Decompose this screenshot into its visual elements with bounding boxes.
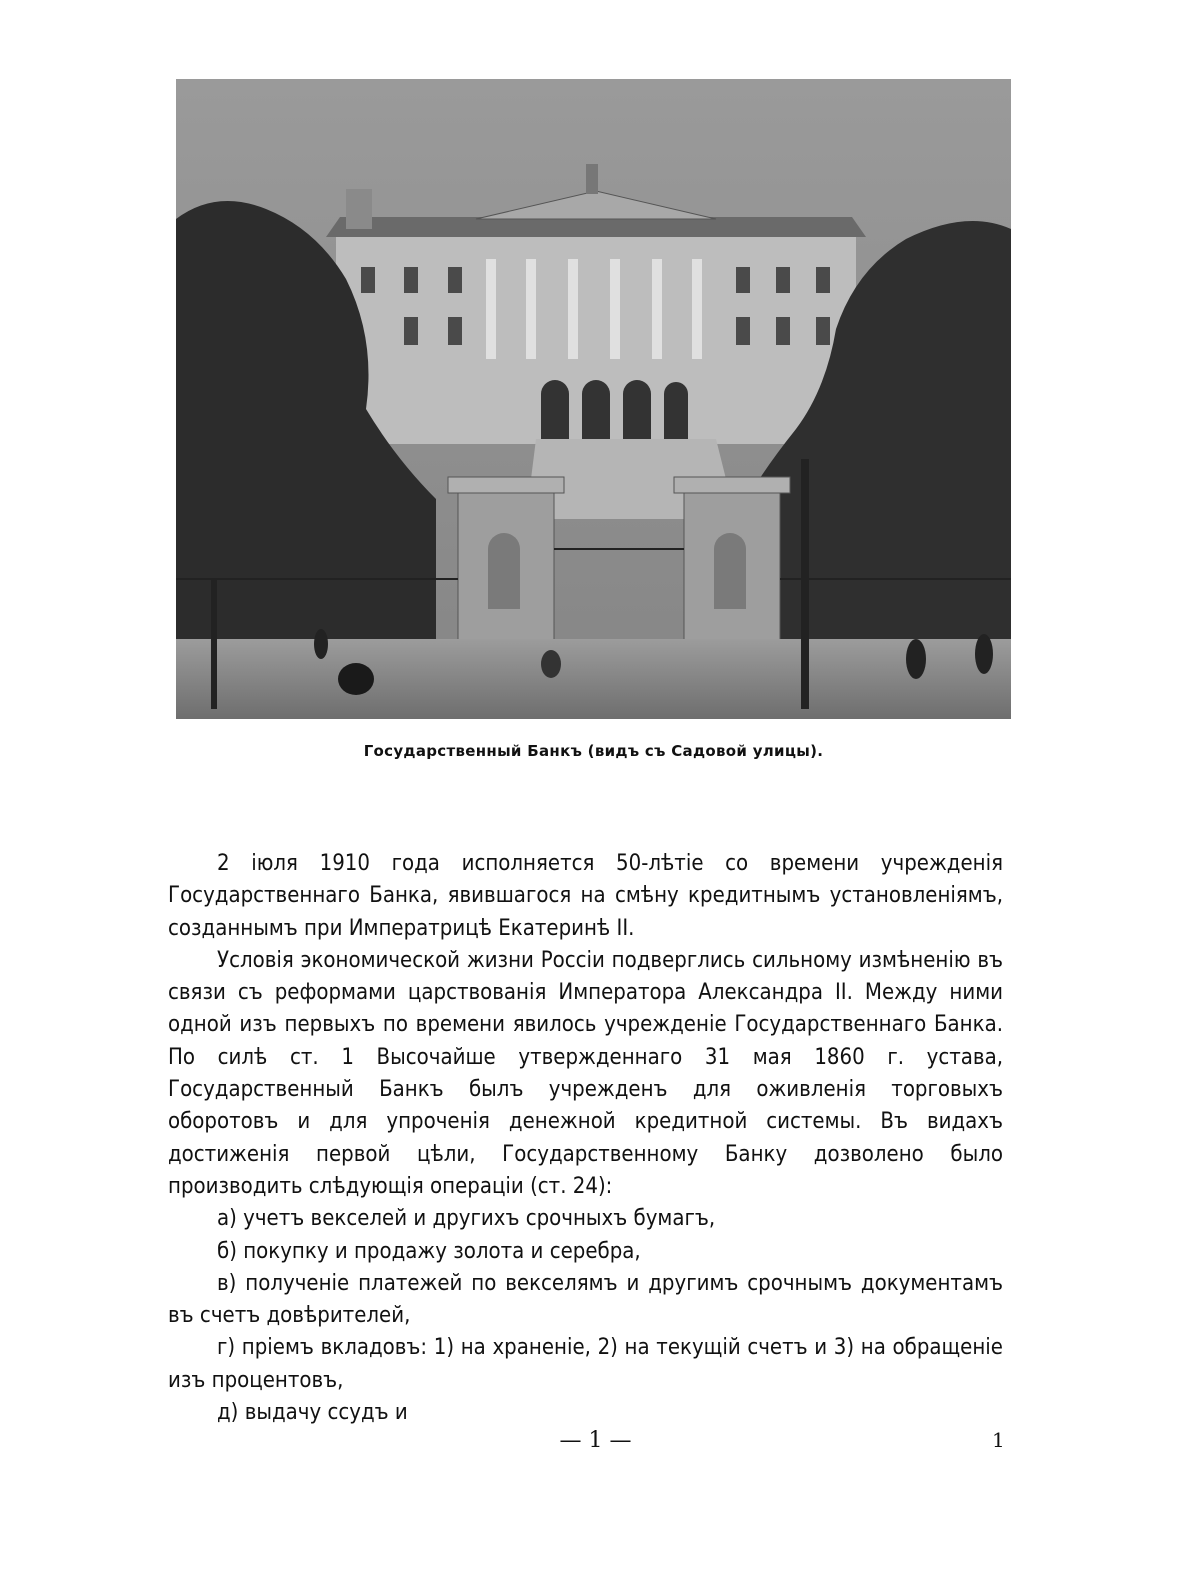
operation-item-d: д) выдачу ссудъ и	[217, 1400, 408, 1426]
article-body	[168, 848, 1003, 1429]
operation-item-a: а) учетъ векселей и другихъ срочныхъ бумагъ,	[217, 1206, 716, 1232]
paragraph-conditions: Условія экономической жизни Россіи подверглись сильному измѣненію въ связи съ реформами царствованія Императора Александра II. Между ними одной изъ первыхъ по времени явилось учрежденіе Государственнаго Банка. По силѣ ст. 1 Высочайше утвержденнаго 31 мая 1860 г. устава, Государственный Банкъ былъ учрежденъ для оживленія торговыхъ оборотовъ и для упроченія денежной кредитной системы. Въ видахъ достиженія первой цѣли, Государственному Банку дозволено было производить слѣдующія операціи (ст. 24):	[168, 947, 1003, 1199]
page-number: — 1 —	[559, 1428, 632, 1453]
operation-item-v: в) полученіе платежей по векселямъ и другимъ срочнымъ документамъ въ счетъ довѣрителей,	[168, 1270, 1003, 1329]
state-bank-photo	[176, 79, 1011, 719]
paragraph-intro: 2 іюля 1910 года исполняется 50-лѣтіе со времени учрежденія Государственнаго Банка, явившагося на смѣну кредитнымъ установленіямъ, созданнымъ при Императрицѣ Екатеринѣ II.	[168, 851, 1003, 941]
operation-item-g: г) пріемъ вкладовъ: 1) на храненіе, 2) на текущій счетъ и 3) на обращеніе изъ процентовъ,	[168, 1335, 1003, 1393]
operation-item-b: б) покупку и продажу золота и серебра,	[217, 1238, 641, 1264]
sheet-number: 1	[992, 1428, 1005, 1452]
photo-caption: Государственный Банкъ (видъ съ Садовой улицы).	[363, 742, 824, 760]
